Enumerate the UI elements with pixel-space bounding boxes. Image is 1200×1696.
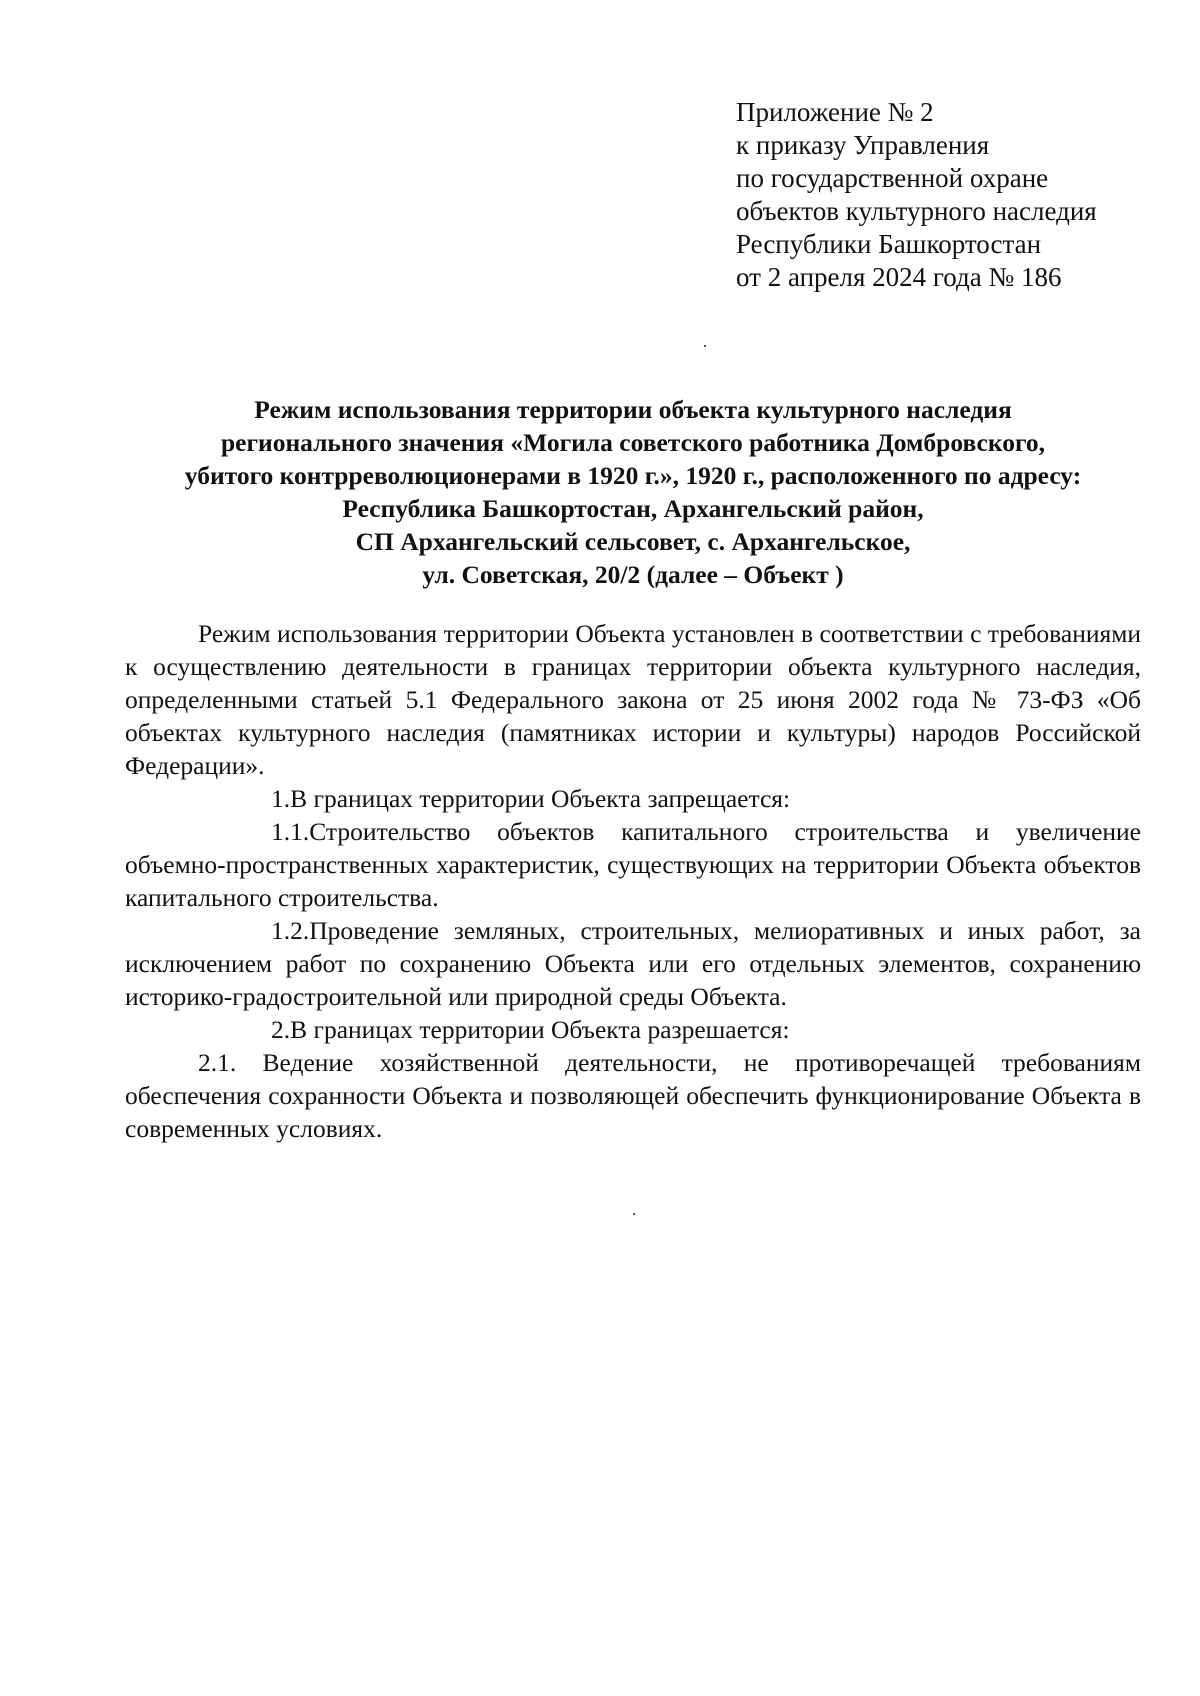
intro-paragraph: Режим использования территории Объекта установлен в соответствии с требованиями к осуществлению деятельности в границах территории объекта культурного наследия, определенными статьей 5.1 Федерального закона от 25 июня 2002 года № 73-ФЗ «Об объектах культурного наследия (памятниках истории и культуры) народов Российской Федерации».: [125, 619, 1141, 780]
appendix-line: по государственной охране: [736, 163, 1049, 193]
list-item: [125, 782, 1141, 815]
list-item: [125, 815, 1141, 914]
item-number: 2.: [271, 1015, 291, 1044]
scan-speck: [704, 345, 706, 347]
appendix-line: Республики Башкортостан: [736, 229, 1042, 259]
title-line: Режим использования территории объекта культурного наследия: [254, 395, 1012, 424]
item-text: В границах территории Объекта запрещается:: [290, 784, 791, 813]
list-item: [125, 1013, 1141, 1046]
item-text: Строительство объектов капитального строительства и увеличение объемно-пространственных характеристик, существующих на территории Объекта объектов капитального строительства.: [125, 817, 1141, 912]
appendix-line: к приказу Управления: [736, 130, 990, 160]
appendix-header: [736, 96, 1176, 294]
scan-speck: [633, 1213, 635, 1215]
document-title: [118, 393, 1148, 591]
appendix-line: объектов культурного наследия: [736, 196, 1097, 226]
list-item: [125, 1046, 1141, 1145]
item-number: 1.1.: [271, 817, 310, 846]
item-text: Проведение земляных, строительных, мелиоративных и иных работ, за исключением работ по сохранению Объекта или его отдельных элементов, сохранению историко-градостроительной или природной среды Объекта.: [125, 916, 1141, 1011]
item-number: 1.: [271, 784, 291, 813]
appendix-line: Приложение № 2: [736, 97, 934, 127]
title-line: Республика Башкортостан, Архангельский район,: [342, 494, 924, 523]
title-line: убитого контрреволюционерами в 1920 г.», 1920 г., расположенного по адресу:: [184, 461, 1082, 490]
title-line: ул. Советская, 20/2 (далее – Объект ): [422, 560, 844, 589]
title-line: СП Архангельский сельсовет, с. Архангельское,: [355, 527, 911, 556]
appendix-line: от 2 апреля 2024 года № 186: [736, 262, 1062, 292]
item-text: В границах территории Объекта разрешается:: [290, 1015, 790, 1044]
item-number: 1.2.: [271, 916, 310, 945]
item-number: 2.1.: [198, 1048, 237, 1077]
item-text: Ведение хозяйственной деятельности, не противоречащей требованиям обеспечения сохранности Объекта и позволяющей обеспечить функционирование Объекта в современных условиях.: [125, 1048, 1141, 1143]
title-line: регионального значения «Могила советского работника Домбровского,: [220, 428, 1046, 457]
document-body: [125, 617, 1141, 1145]
list-item: [125, 914, 1141, 1013]
